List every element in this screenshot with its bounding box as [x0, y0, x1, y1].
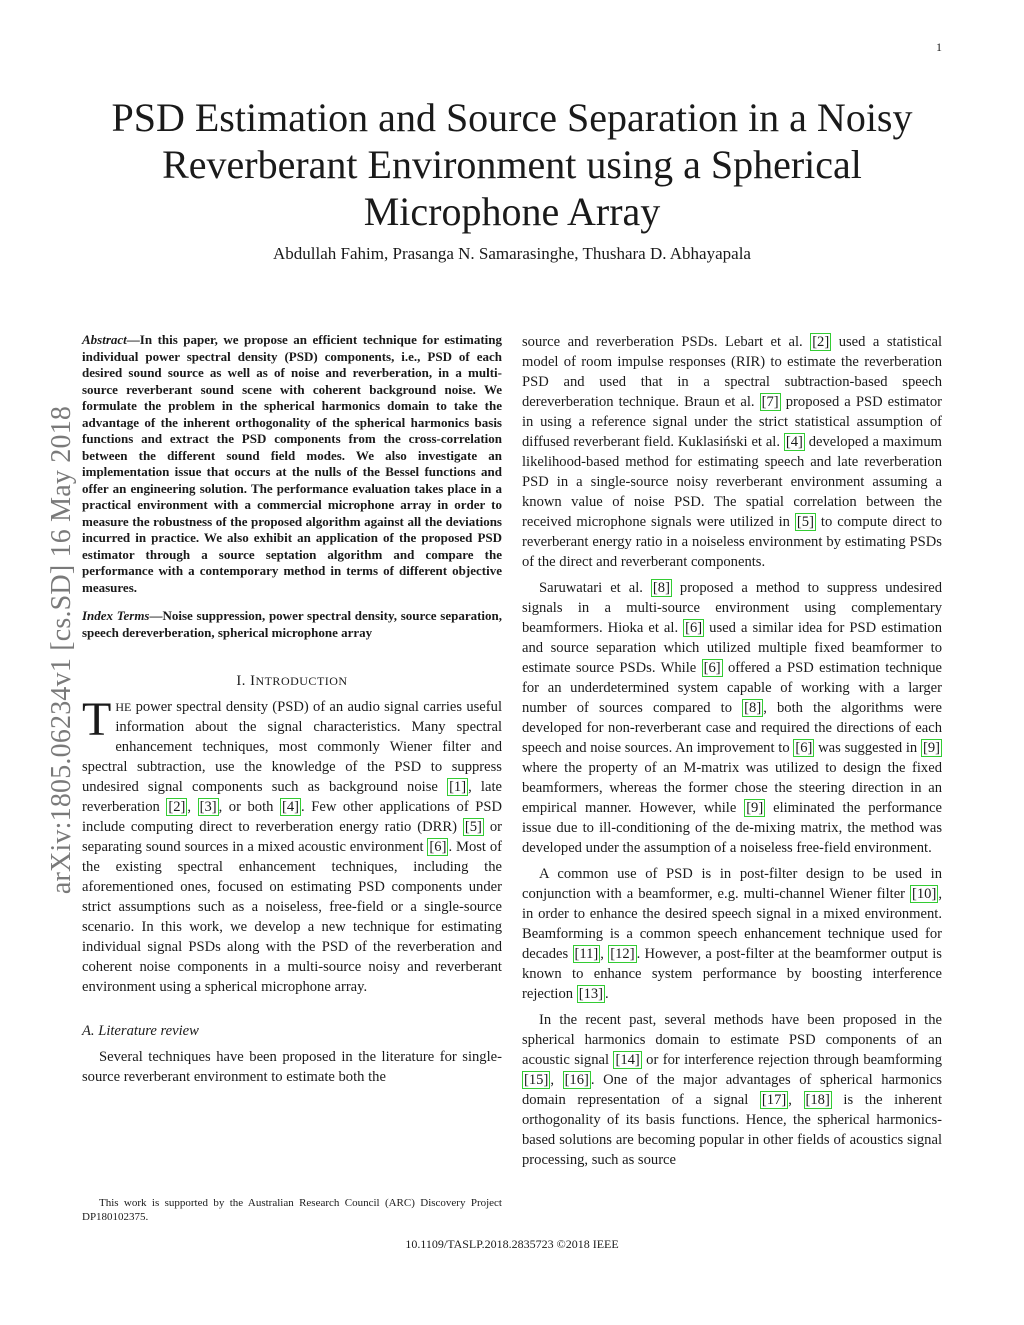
- index-terms-label: Index Terms: [82, 608, 150, 623]
- citation-link[interactable]: [8]: [652, 580, 670, 596]
- citation-link[interactable]: [1]: [449, 779, 467, 795]
- paper-title: PSD Estimation and Source Separation in a Noisy Reverberant Environment using a Spherical Microphone Array: [111, 95, 913, 234]
- citation-link[interactable]: [18]: [805, 1092, 830, 1108]
- citation-link[interactable]: [5]: [464, 819, 482, 835]
- funding-footnote: This work is supported by the Australian Research Council (ARC) Discovery Project DP180102375.: [82, 1197, 502, 1223]
- citation-link[interactable]: [9]: [922, 740, 940, 756]
- citation-link[interactable]: [2]: [812, 334, 830, 350]
- left-column: [82, 332, 502, 1087]
- citation-link[interactable]: [17]: [761, 1092, 787, 1108]
- body-paragraph: source and reverberation PSDs. Lebart et al. [2] used a statistical model of room impulse responses (RIR) to estimate the reverberation PSD and used that in a spectral subtraction-based speech dereverberation technique. Braun et al. [7] proposed a PSD estimator in using a reference signal under the strict statistical assumption of diffused reverberant field. Kuklasiński et al. [4] developed a maximum likelihood-based method for estimating speech and late reverberation PSD in a single-source noisy reverberant environment assuming a known value of noise PSD. The spatial correlation between the received microphone signals were utilized in [5] to compute direct to reverberant energy ratio in a noiseless environment by estimating PSDs of the direct and reverberant components.: [522, 334, 942, 570]
- page-number: 1: [936, 40, 942, 54]
- citation-link[interactable]: [11]: [574, 946, 599, 962]
- citation-link[interactable]: [15]: [524, 1072, 549, 1088]
- section-heading-introduction: I. INTRODUCTION: [236, 673, 348, 689]
- body-paragraph: A common use of PSD is in post-filter design to be used in conjunction with a beamformer, e.g. multi-channel Wiener filter [10] , in order to enhance the desired speech signal in a mixed environment. Beamforming is a common speech enhancement technique used for decades [11] , [12] . However, a post-filter at the beamformer output is known to enhance system performance by boosting interference rejection [13] .: [522, 866, 942, 1002]
- citation-link[interactable]: [14]: [615, 1052, 640, 1068]
- citation-link[interactable]: [13]: [578, 986, 604, 1002]
- citation-link[interactable]: [3]: [199, 799, 217, 815]
- footnote: [82, 1196, 502, 1224]
- right-column: [522, 332, 942, 1170]
- drop-cap: T: [82, 693, 112, 746]
- citation-link[interactable]: [2]: [168, 799, 186, 815]
- citation-link[interactable]: [6]: [795, 740, 813, 756]
- citation-link[interactable]: [10]: [912, 886, 937, 902]
- subsection-heading-literature-review: A. Literature review: [82, 1023, 199, 1039]
- citation-link[interactable]: [9]: [746, 800, 764, 816]
- abstract-label: Abstract: [82, 332, 127, 347]
- body-paragraph: Saruwatari et al. [8] proposed a method to suppress undesired signals in a multi-source environment using complementary beamformers. Hioka et al. [6] used a similar idea for PSD estimation and source separation which utilized multiple fixed beamformer to estimate source PSDs. While [6] offered a PSD estimation technique for an underdetermined system capable of working with a larger number of sources compared to [8] , both the algorithms were developed for non-reverberant case and required the directions of each speech and noise sources. An improvement to [6] was suggested in [9] where the property of an M-matrix was utilized to design the fixed beamformers, whereas the former chose the steering direction in an empirical manner. However, while [9] eliminated the performance issue due to ill-conditioning of the de-mixing matrix, the method was developed under the assumption of a noiseless free-field environment.: [522, 580, 942, 856]
- citation-link[interactable]: [6]: [685, 620, 703, 636]
- body-paragraph: In the recent past, several methods have been proposed in the spherical harmonics domain to estimate PSD components of an acoustic signal [14] or for interference rejection through beamforming [15] , [16] . One of the major advantages of spherical harmonics domain representation of a signal [17] , [18] is the inherent orthogonality of its basis functions. Hence, the spherical harmonics-based solutions are becoming popular in other fields of acoustics signal processing, such as source: [522, 1012, 942, 1168]
- author-list: Abdullah Fahim, Prasanga N. Samarasinghe, Thushara D. Abhayapala: [273, 244, 751, 263]
- doi-copyright-footer: 10.1109/TASLP.2018.2835723 ©2018 IEEE: [405, 1237, 619, 1251]
- literature-paragraph: Several techniques have been proposed in the literature for single-source reverberant environment to estimate both the: [82, 1049, 502, 1085]
- citation-link[interactable]: [7]: [761, 394, 779, 410]
- arxiv-identifier[interactable]: arXiv:1805.06234v1 [cs.SD] 16 May 2018: [46, 405, 77, 895]
- abstract-text: —In this paper, we propose an efficient technique for estimating individual power spectral density (PSD) components, i.e., PSD of each desired sound source as well as of noise and reverberation, in a multi-source reverberant sound scene with coherent background noise. We formulate the problem in the spherical harmonics domain to take the advantage of the inherent orthogonality of the spherical harmonics basis functions and extract the PSD components from the cross-correlation between the different sound field modes. We also investigate an implementation issue that occurs at the nulls of the Bessel functions and offer an engineering solution. The performance evaluation takes place in a practical environment with a commercial microphone array in order to measure the robustness of the proposed algorithm against all the deviations incurred in practice. We also exhibit an application of the proposed PSD estimator through a source septation algorithm and compare the performance with a contemporary method in terms of different objective measures.: [82, 332, 502, 595]
- citation-link[interactable]: [6]: [429, 839, 447, 855]
- index-terms-text: —Noise suppression, power spectral density, source separation, speech dereverberation, spherical microphone array: [82, 608, 503, 640]
- index-terms: [82, 608, 502, 641]
- citation-link[interactable]: [16]: [564, 1072, 589, 1088]
- citation-link[interactable]: [6]: [703, 660, 721, 676]
- citation-link[interactable]: [4]: [785, 434, 803, 450]
- citation-link[interactable]: [12]: [610, 946, 635, 962]
- abstract: [82, 332, 502, 596]
- citation-link[interactable]: [8]: [744, 700, 762, 716]
- intro-paragraph: THE power spectral density (PSD) of an audio signal carries useful information about the signal characteristics. Many spectral enhancement techniques, most commonly Wiener filter and spectral subtraction, use the knowledge of the PSD to suppress undesired signal components such as background noise [1] , late reverberation [2] , [3] , or both [4] . Few other applications of PSD include computing direct to reverberation energy ratio (DRR) [5] or separating sound sources in a mixed acoustic environment [6] . Most of the existing spectral enhancement techniques, including the aforementioned ones, focused on estimating PSD components under strict assumptions such as a noiseless, free-field or a single-source scenario. In this work, we develop a new technique for estimating individual signal PSDs along with the PSD of the reverberation and coherent noise components in a multi-source noisy and reverberant environment using a spherical microphone array.: [82, 693, 503, 995]
- citation-link[interactable]: [5]: [796, 514, 814, 530]
- citation-link[interactable]: [4]: [282, 799, 300, 815]
